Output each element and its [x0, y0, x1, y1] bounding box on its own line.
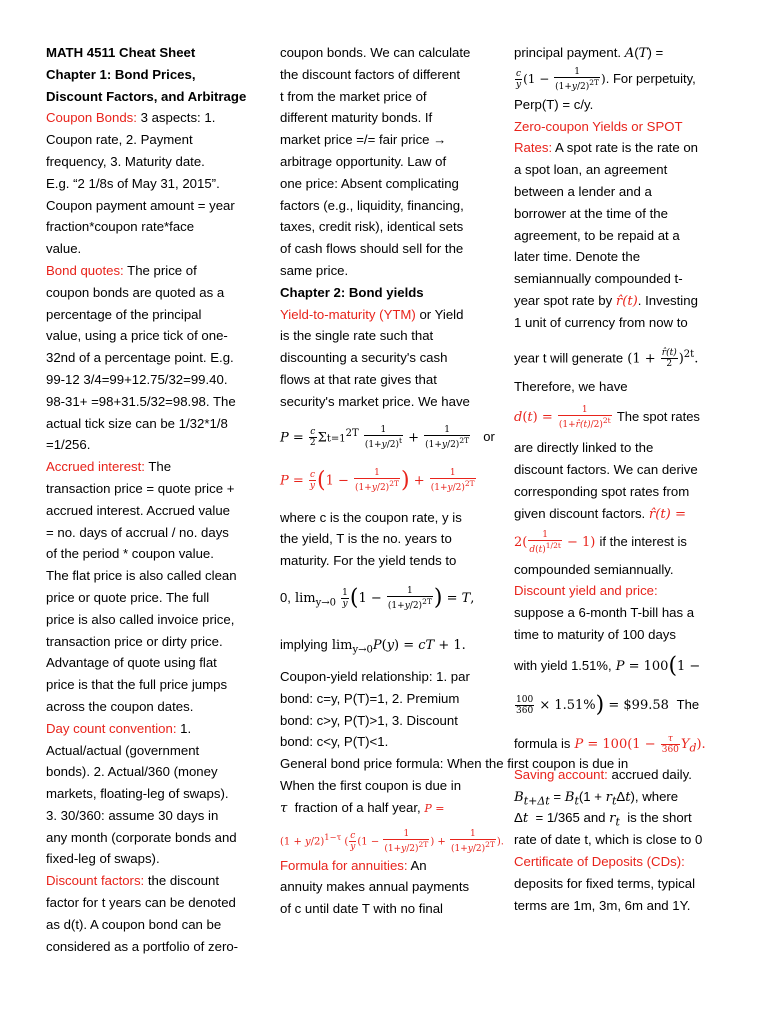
- text-line: markets, floating-leg of swaps).: [46, 786, 229, 802]
- chapter-1-heading-b: Discount Factors, and Arbitrage: [46, 88, 247, 104]
- text-line: semiannually compounded t-: [514, 271, 683, 287]
- text-line: taxes, credit risk), identical sets: [280, 219, 464, 235]
- text-line: discount factors. We can derive: [514, 462, 698, 478]
- text-line: annuity makes annual payments: [280, 879, 470, 895]
- text-line: Δt = 1/365 and $r_t$ is the short: [514, 810, 692, 829]
- text-line: of cash flows should sell for the: [280, 241, 464, 257]
- year-t-text: year t will generate: [514, 349, 624, 365]
- generate-formula: year t will generate (1 + $\frac{r̂(t)}{2}$ )$^{2t}$.: [514, 347, 699, 369]
- text-line: value, using a price tick of one-: [46, 328, 228, 344]
- text-line: bond: c>y, P(T)>1, 3. Discount: [280, 712, 458, 728]
- general-formula-intro: General bond price formula: When the first coupon is due in: [280, 756, 629, 772]
- spot-term-a: Zero-coupon Yields or SPOT: [514, 118, 683, 134]
- text-line: one price: Absent complicating: [280, 175, 459, 191]
- text-line: accrued interest. Accrued value: [46, 502, 230, 518]
- text-line: factors (e.g., liquidity, financing,: [280, 197, 464, 213]
- accrued-para: Accrued interest: The: [46, 459, 172, 475]
- tbill-formula-b: $\frac{100}{360}$ × 1.51%) = $99.58 The: [516, 692, 700, 718]
- text-line: = no. days of accrual / no. days: [46, 524, 229, 540]
- text-line: transaction price or dirty price.: [46, 633, 223, 649]
- annuity-term: Formula for annuities:: [280, 857, 408, 873]
- text-line: 32nd of a percentage point. E.g.: [46, 350, 234, 366]
- text-line: arbitrage opportunity. Law of: [280, 153, 447, 169]
- text-line: 99-12 3/4=99+12.75/32=99.40.: [46, 371, 228, 387]
- text-line: market price =/= fair price →: [280, 132, 447, 148]
- text-line: year spot rate by r̂(t). Investing: [514, 292, 698, 309]
- ytm-para: Yield-to-maturity (YTM) or Yield: [280, 306, 464, 322]
- text-line: bonds). 2. Actual/360 (money: [46, 764, 218, 780]
- text-line: bond: c=y, P(T)=1, 2. Premium: [280, 690, 460, 706]
- dyp-term: Discount yield and price:: [514, 583, 658, 599]
- text-line: is the single rate such that: [280, 328, 434, 344]
- text-line: of the period * coupon value.: [46, 546, 214, 562]
- coupon-example: E.g. “2 1/8s of May 31, 2015”.: [46, 175, 220, 191]
- cd-term: Certificate of Deposits (CDs):: [514, 853, 685, 869]
- text-line: time to maturity of 100 days: [514, 626, 676, 642]
- text-line: τ fraction of a half year, P =: [280, 799, 445, 816]
- text-line: fixed-leg of swaps).: [46, 851, 160, 867]
- annuity-formula: $\frac{c}{y}$ (1 − $\frac{1}{(1+y/2)^{2T}}$ ). For perpetuity,: [516, 66, 696, 92]
- saving-term: Saving account:: [514, 766, 608, 782]
- text-line: price is that the full price jumps: [46, 677, 228, 693]
- text-line: given discount factors. r̂(t) =: [514, 505, 687, 522]
- discount-term: Discount factors:: [46, 873, 145, 889]
- spot-from-discount-formula: 2( $\frac{1}{d(t)^{1/2t}}$ − 1) if the interest is: [514, 529, 687, 555]
- zero-label: 0,: [280, 589, 291, 605]
- text-line: flows at that rate gives that: [280, 371, 437, 387]
- text-line: across the coupon dates.: [46, 698, 194, 714]
- text-line: price is also called invoice price,: [46, 611, 235, 627]
- discount-para: Discount factors: the discount: [46, 873, 219, 889]
- text-line: same price.: [280, 262, 349, 278]
- text-line: as d(t). A coupon bond can be: [46, 916, 222, 932]
- ytm-term: Yield-to-maturity (YTM): [280, 306, 416, 322]
- ytm-formula-closed: P = $\frac{c}{y}$ (1 − $\frac{1}{(1+y/2)^{2T}}$ ) + $\frac{1}{(1+y/2)^{2T}}$: [280, 467, 475, 494]
- saving-formula: $B_{t+\Delta t} = B_t(1 + r_t\Delta t)$, where: [514, 788, 679, 808]
- text-line: transaction price = quote price +: [46, 480, 235, 496]
- text-line: coupon bonds are quoted as a: [46, 284, 225, 300]
- text-line: where c is the coupon rate, y is: [280, 509, 462, 525]
- text-line: factor for t years can be denoted: [46, 895, 236, 911]
- text-line: rate of date t, which is close to 0: [514, 832, 703, 848]
- column-1: [46, 42, 260, 957]
- text-line: Advantage of quote using flat: [46, 655, 217, 671]
- bond-quotes-para: Bond quotes: The price of: [46, 262, 197, 278]
- text-line: 98-31+ =98+31.5/32=98.98. The: [46, 393, 236, 409]
- daycount-term: Day count convention:: [46, 720, 177, 736]
- text-line: the discount factors of different: [280, 66, 461, 82]
- text-line: =1/256.: [46, 437, 91, 453]
- text-line: When the first coupon is due in: [280, 777, 462, 793]
- coupon-bonds-para: Coupon Bonds: 3 aspects: 1.: [46, 110, 216, 126]
- text-line: of c until date T with no final: [280, 901, 443, 917]
- text-line: coupon bonds. We can calculate: [280, 45, 471, 60]
- text-line: The flat price is also called clean: [46, 568, 237, 584]
- text-line: percentage of the principal: [46, 306, 202, 322]
- tbill-general-formula: formula is P = 100(1 − $\frac{\tau}{360}$ $Y_d$).: [514, 733, 706, 755]
- principal-text: principal payment.: [514, 45, 622, 60]
- text-line: different maturity bonds. If: [280, 110, 433, 126]
- text-line: 3. 30/360: assume 30 days in: [46, 807, 219, 823]
- general-formula: $(1 + y/2)^{1-\tau}$ ( $\frac{c}{y}$ (1 − $\frac{1}{(1+y/2)^{2T}}$ ) + $\frac{1}{(1+y/2)^{2T}}$ ).: [280, 828, 504, 854]
- text-line: maturity. For the yield tends to: [280, 553, 457, 569]
- bond-quotes-term: Bond quotes:: [46, 262, 124, 278]
- text-line: suppose a 6-month T-bill has a: [514, 605, 695, 621]
- text-line: are directly linked to the: [514, 440, 654, 456]
- tbill-formula-a: with yield 1.51%, P = 100(1 −: [514, 653, 701, 679]
- accrued-term: Accrued interest:: [46, 459, 145, 475]
- discount-spot-formula: d(t) = $\frac{1}{(1+r̂(t)/2)^{2t}}$ The spot rates: [514, 405, 700, 431]
- text-line: fraction*coupon rate*face: [46, 219, 195, 235]
- coupon-bonds-term: Coupon Bonds:: [46, 110, 137, 126]
- with-yield-text: with yield 1.51%,: [514, 657, 612, 673]
- chapter-2-heading: Chapter 2: Bond yields: [280, 284, 424, 300]
- compounded-text: compounded semiannually.: [514, 561, 674, 577]
- page-title: MATH 4511 Cheat Sheet: [46, 45, 196, 60]
- ytm-formula-sum: P = $\frac{c}{2}$ $\Sigma t=1^{2T}$ $\frac{1}{(1+y/2)^t}$ + $\frac{1}{(1+y/2)^{2T}}$ or: [280, 424, 495, 450]
- text-line: Coupon rate, 2. Payment: [46, 132, 193, 148]
- annuity-para: Formula for annuities: An: [280, 857, 427, 873]
- text-line: actual tick size can be 1/32*1/8: [46, 415, 228, 431]
- text-line: security's market price. We have: [280, 393, 470, 409]
- chapter-1-heading-a: Chapter 1: Bond Prices,: [46, 66, 196, 82]
- text-line: frequency, 3. Maturity date.: [46, 153, 205, 169]
- perp-line: Perp(T) = c/y.: [514, 96, 594, 112]
- text-line: Actual/actual (government: [46, 742, 200, 758]
- text-line: agreement, to be repaid at a: [514, 227, 680, 243]
- text-line: the yield, T is the no. years to: [280, 531, 452, 547]
- or-word: or: [483, 428, 495, 444]
- saving-para: Saving account: accrued daily.: [514, 766, 692, 782]
- implying-formula: implying $\lim_{y\to 0}P(y)$ = cT + 1.: [280, 636, 466, 656]
- dyp-para: [514, 580, 729, 602]
- text-line: discounting a security's cash: [280, 350, 448, 366]
- text-line: deposits for fixed terms, typical: [514, 875, 696, 891]
- text-line: Coupon-yield relationship: 1. par: [280, 668, 470, 684]
- text-line: 1 unit of currency from now to: [514, 314, 688, 330]
- spot-para: Rates: A spot rate is the rate on: [514, 140, 699, 156]
- perp-text: . For perpetuity,: [605, 70, 696, 86]
- daycount-para: Day count convention: 1.: [46, 720, 192, 736]
- text-line: borrower at the time of the: [514, 205, 668, 221]
- text-line: price or quote price. The full: [46, 589, 210, 605]
- text-line: bond: c<y, P(T)<1.: [280, 734, 389, 750]
- text-line: terms are 1m, 3m, 6m and 1Y.: [514, 897, 691, 913]
- column-3: [514, 42, 729, 916]
- implying-word: implying: [280, 636, 328, 652]
- text-line: between a lender and a: [514, 183, 652, 199]
- text-line: t from the market price of: [280, 88, 427, 104]
- text-line: later time. Denote the: [514, 249, 641, 265]
- text-line: a spot loan, an agreement: [514, 162, 668, 178]
- text-line: considered as a portfolio of zero-: [46, 938, 239, 954]
- limit-formula: 0, $\lim_{y\to 0}$ $\frac{1}{y}$ (1 − $\frac{1}{(1+y/2)^{2T}}$ ) = T,: [280, 585, 475, 611]
- principal-line: principal payment. A(T) =: [514, 45, 664, 61]
- therefore-text: Therefore, we have: [514, 378, 628, 394]
- text-line: corresponding spot rates from: [514, 483, 690, 499]
- text-line: value.: [46, 241, 82, 257]
- text-line: any month (corporate bonds and: [46, 829, 237, 845]
- if-interest-text: if the interest is: [599, 533, 687, 549]
- text-line: Coupon payment amount = year: [46, 197, 235, 213]
